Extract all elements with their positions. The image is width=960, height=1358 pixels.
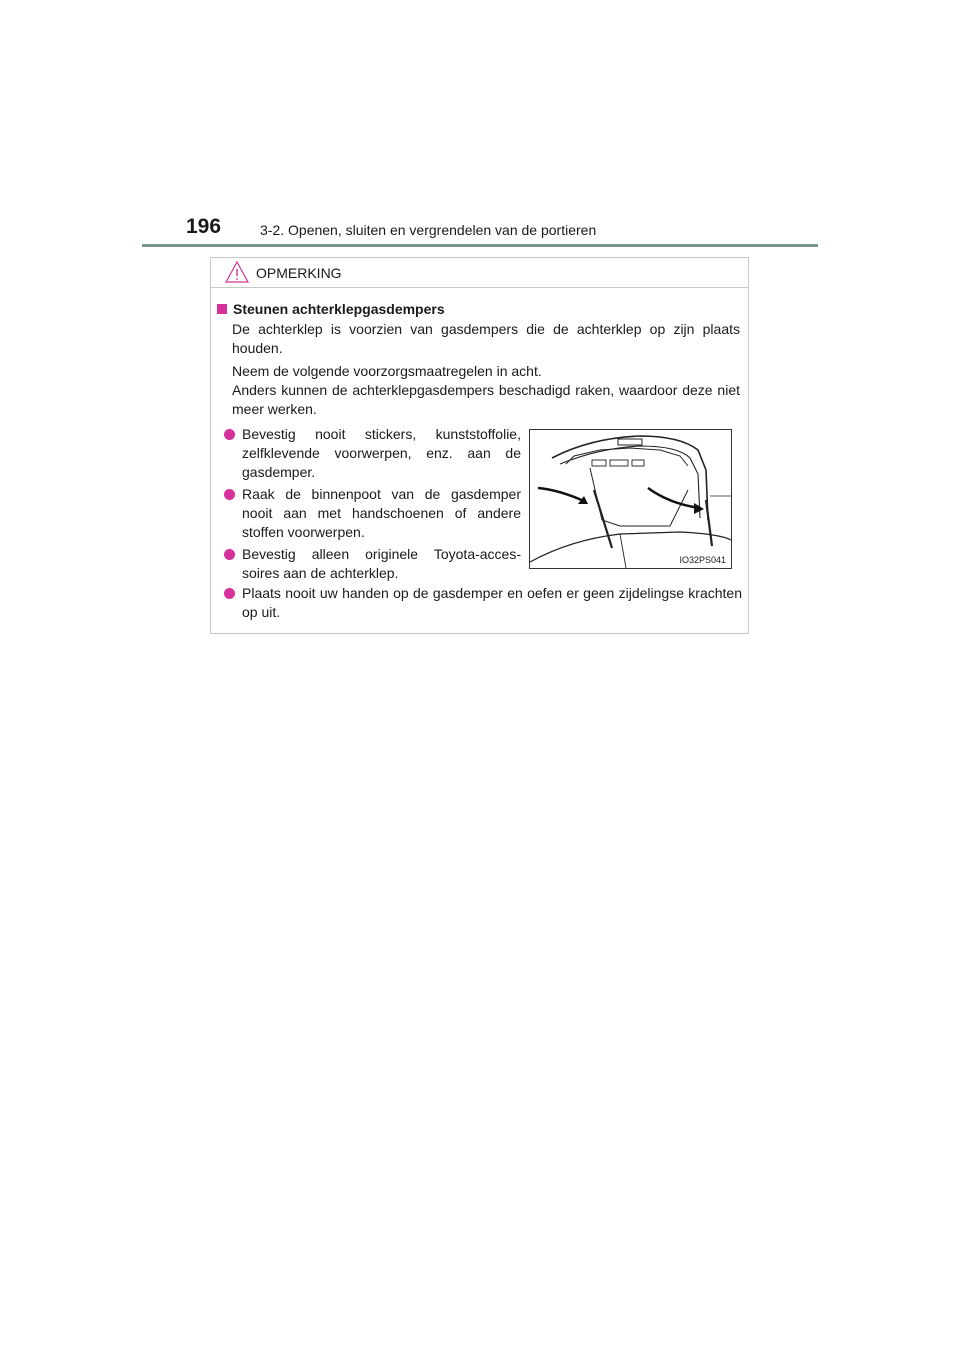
bullet-dot-icon: [224, 588, 235, 599]
bullet-dot-icon: [224, 489, 235, 500]
notice-header: [211, 258, 748, 288]
list-item-text: Plaats nooit uw handen op de gasdemper en oefen er geen zijdelingse krachten op uit.: [242, 585, 742, 620]
header-divider: [142, 244, 818, 247]
tailgate-gas-struts-drawing: [530, 430, 731, 568]
warning-triangle-icon: [225, 261, 249, 283]
section-title: 3-2. Openen, sluiten en vergrendelen van de portieren: [260, 222, 597, 238]
bullet-dot-icon: [224, 429, 235, 440]
notice-title: OPMERKING: [256, 265, 342, 281]
paragraph-intro: De achterklep is voorzien van gasdempers die de achterklep op zijn plaats houden.: [232, 321, 740, 356]
list-item-text: Bevestig nooit stickers, kunststoffolie, zelfklevende voorwerpen, enz. aan de gasdemper.: [242, 426, 521, 480]
bullet-dot-icon: [224, 549, 235, 560]
notice-box: [210, 257, 749, 634]
list-item-text: Bevestig alleen originele Toyota-acces-soires aan de achterklep.: [242, 546, 521, 581]
paragraph-consequence: Anders kunnen de achterklepgasdempers beschadigd raken, waardoor deze niet meer werken.: [232, 382, 740, 417]
paragraph-instruction: Neem de volgende voorzorgsmaatregelen in acht.: [232, 363, 542, 379]
subhead-text: Steunen achterklepgasdempers: [233, 301, 445, 317]
notice-subhead: [217, 301, 445, 317]
page-number: 196: [186, 215, 222, 238]
square-marker-icon: [217, 304, 227, 314]
tailgate-illustration: [529, 429, 732, 569]
list-item-text: Raak de binnenpoot van de gasdemper nooit aan met handschoenen of andere stoffen voorwerpen.: [242, 486, 521, 540]
figure-code: IO32PS041: [679, 555, 726, 565]
